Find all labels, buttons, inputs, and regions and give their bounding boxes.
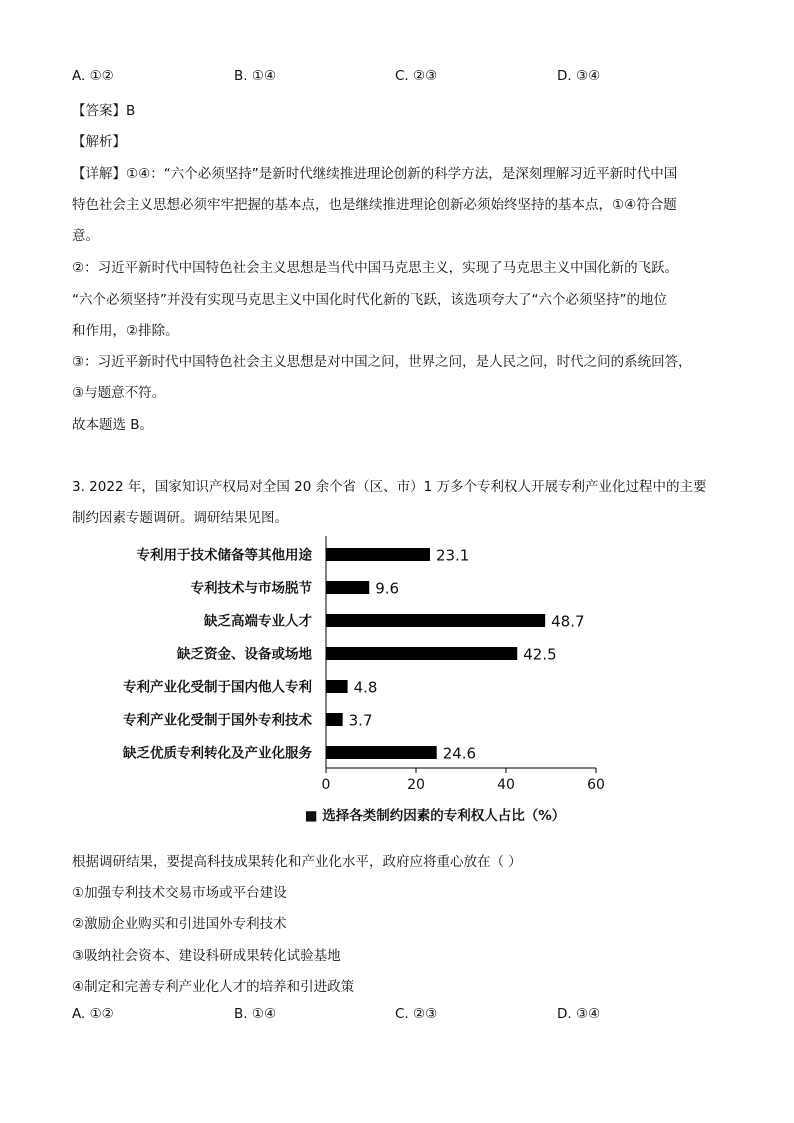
q3-option-a: A. ①②: [72, 1006, 114, 1022]
q3-item-3: ③吸纳社会资本、建设科研成果转化试验基地: [72, 948, 341, 964]
analysis-line: ③与题意不符。: [72, 385, 166, 401]
q2-option-b: B. ①④: [234, 68, 277, 84]
analysis-line: 特色社会主义思想必须牢牢把握的基本点，也是继续推进理论创新必须始终坚持的基本点，①④符合题: [72, 197, 677, 213]
q2-option-d: D. ③④: [557, 68, 601, 84]
analysis-label: 【解析】: [72, 134, 126, 150]
analysis-line: ②：习近平新时代中国特色社会主义思想是当代中国马克思主义，实现了马克思主义中国化新的飞跃。: [72, 260, 679, 276]
q2-option-c: C. ②③: [395, 68, 438, 84]
x-tick-label: 40: [497, 777, 515, 793]
category-label: 缺乏优质专利转化及产业化服务: [123, 745, 312, 762]
analysis-line: ③：习近平新时代中国特色社会主义思想是对中国之问，世界之问，是人民之问，时代之问的系统回答，: [72, 354, 692, 370]
value-label: 42.5: [523, 645, 557, 664]
value-label: 9.6: [375, 579, 400, 598]
value-label: 48.7: [551, 612, 585, 631]
q3-option-d: D. ③④: [557, 1006, 601, 1022]
bar-chart: [70, 530, 630, 830]
q3-options: [72, 1006, 722, 1026]
bar: [326, 647, 517, 660]
category-label: 缺乏高端专业人才: [204, 613, 312, 630]
q2-option-a: A. ①②: [72, 68, 114, 84]
q3-stem-line: 制约因素专题调研。调研结果见图。: [72, 510, 288, 526]
q3-option-c: C. ②③: [395, 1006, 438, 1022]
value-label: 4.8: [353, 678, 378, 697]
bar: [326, 614, 545, 627]
x-tick-label: 60: [587, 777, 605, 793]
legend-label: ■ 选择各类制约因素的专利权人占比（%）: [304, 808, 566, 824]
q3-item-4: ④制定和完善专利产业化人才的培养和引进政策: [72, 979, 355, 995]
category-label: 专利用于技术储备等其他用途: [136, 547, 312, 564]
q3-stem-line: 3. 2022 年，国家知识产权局对全国 20 余个省（区、市）1 万多个专利权人开展专利产业化过程中的主要: [72, 479, 707, 495]
bar: [326, 548, 430, 561]
q3-item-2: ②激励企业购买和引进国外专利技术: [72, 916, 287, 932]
answer-label: 【答案】B: [72, 103, 136, 119]
q3-question: 根据调研结果，要提高科技成果转化和产业化水平，政府应将重心放在（ ）: [72, 854, 522, 870]
q2-options: [72, 68, 722, 88]
value-label: 3.7: [348, 711, 373, 730]
analysis-line: 意。: [72, 228, 99, 244]
category-label: 专利技术与市场脱节: [190, 580, 312, 597]
bar: [326, 581, 369, 594]
q3-item-1: ①加强专利技术交易市场或平台建设: [72, 885, 287, 901]
analysis-line: 【详解】①④：“六个必须坚持”是新时代继续推进理论创新的科学方法，是深刻理解习近平新时代中国: [72, 166, 678, 182]
x-tick-label: 0: [321, 777, 331, 793]
bar: [326, 713, 343, 726]
category-label: 缺乏资金、设备或场地: [177, 646, 312, 663]
q3-option-b: B. ①④: [234, 1006, 277, 1022]
value-label: 23.1: [435, 546, 470, 565]
value-label: 24.6: [442, 744, 477, 763]
x-tick-label: 20: [407, 777, 425, 793]
analysis-line: 故本题选 B。: [72, 417, 154, 433]
bar: [326, 680, 348, 693]
bar-chart-svg: [70, 530, 630, 830]
analysis-line: 和作用，②排除。: [72, 323, 179, 339]
bar: [326, 746, 437, 759]
analysis-line: “六个必须坚持”并没有实现马克思主义中国化时代化新的飞跃，该选项夸大了“六个必须坚持”的地位: [72, 292, 667, 308]
category-label: 专利产业化受制于国外专利技术: [123, 712, 312, 729]
category-label: 专利产业化受制于国内他人专利: [123, 679, 312, 696]
